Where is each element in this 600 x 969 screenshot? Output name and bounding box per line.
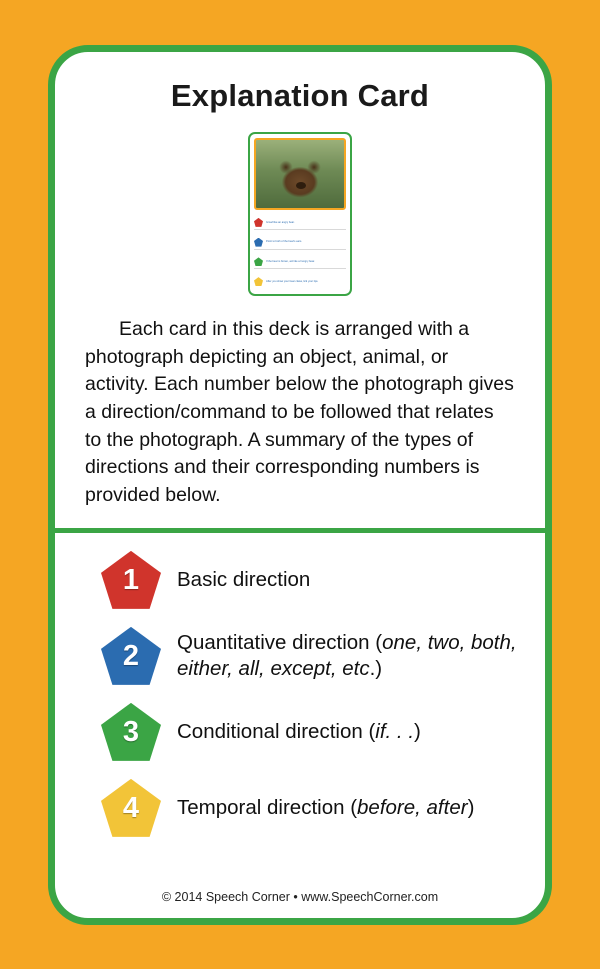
pentagon-4-icon: [101, 779, 161, 837]
sample-direction-text: Point to both of the bear's ears.: [266, 240, 302, 244]
legend-examples: before, after: [357, 796, 468, 819]
legend-number: 3: [122, 716, 140, 749]
legend-number: 1: [122, 564, 140, 597]
legend-label-text: Basic direction: [177, 568, 311, 591]
intro-paragraph: Each card in this deck is arranged with a photograph depicting an object, animal, or activity. Each number below the photograph gives a direction/command to be followed that relates to the photograph. A summary of the types of directions and their corresponding numbers is provided below.: [85, 318, 514, 507]
pentagon-3-icon: [101, 703, 161, 761]
sample-direction-text: After you show your bear claws, lick your lips.: [266, 279, 319, 283]
pentagon-3-icon: [254, 257, 263, 266]
list-item: [55, 625, 545, 687]
legend-number: 4: [122, 792, 140, 825]
legend-examples: if. . .: [375, 720, 415, 743]
legend-examples: one, two, both, either, all, except, etc: [177, 631, 517, 680]
sample-direction-text: Growl like an angry bear.: [266, 220, 295, 224]
legend-suffix: ): [467, 796, 475, 819]
legend-label-text: Quantitative direction (: [177, 631, 383, 655]
list-item: [254, 218, 346, 230]
sample-card-thumbnail: [248, 132, 352, 296]
pentagon-1-icon: [101, 551, 161, 609]
legend-list: [55, 533, 545, 839]
sample-card-directions: [254, 214, 346, 292]
page-title: Explanation Card: [170, 78, 430, 113]
pentagon-1-icon: [254, 218, 263, 227]
legend-number: 2: [122, 640, 140, 673]
pentagon-4-icon: [254, 277, 263, 286]
bear-photo-icon: [254, 138, 346, 210]
list-item: [55, 549, 545, 611]
legend-label-text: Temporal direction (: [177, 796, 358, 819]
legend-suffix: ): [414, 720, 421, 743]
legend-label: [177, 795, 474, 821]
legend-label: [177, 567, 310, 593]
list-item: [254, 277, 346, 288]
list-item: [55, 701, 545, 763]
legend-label: [177, 719, 421, 745]
pentagon-2-icon: [101, 627, 161, 685]
legend-label: [177, 630, 517, 681]
legend-suffix: .): [369, 656, 383, 680]
explanation-card: [48, 45, 552, 925]
list-item: [254, 257, 346, 269]
list-item: [55, 777, 545, 839]
copyright-footer: © 2014 Speech Corner • www.SpeechCorner.com: [161, 890, 439, 904]
sample-direction-text: If the bear is brown, act like a hungry bear.: [266, 260, 315, 264]
pentagon-2-icon: [254, 238, 263, 247]
legend-label-text: Conditional direction (: [177, 720, 376, 743]
thumbnail-wrapper: [55, 132, 545, 296]
list-item: [254, 238, 346, 250]
